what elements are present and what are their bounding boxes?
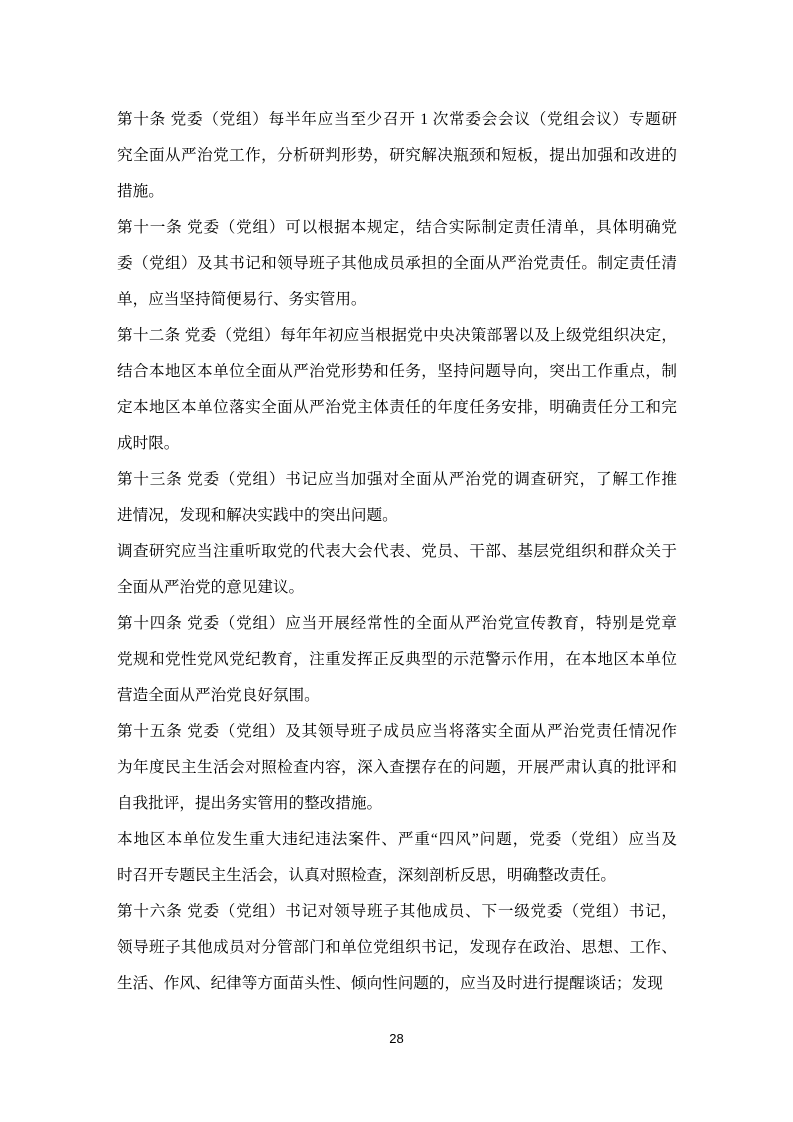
page-number: 28 <box>389 1031 404 1046</box>
article-10 <box>117 102 677 210</box>
text-line: 第十条 党委（党组）每半年应当至少召开 1 次常委会会议（党组会议）专题研 <box>117 111 677 128</box>
text-line: 进情况，发现和解决实践中的突出问题。 <box>117 507 398 524</box>
text-line: 领导班子其他成员对分管部门和单位党组织书记，发现存在政治、思想、工作、 <box>117 939 677 956</box>
text-line: 定本地区本单位落实全面从严治党主体责任的年度任务安排，明确责任分工和完 <box>117 399 677 416</box>
article-14 <box>117 606 677 714</box>
text-line: 第十六条 党委（党组）书记对领导班子其他成员、下一级党委（党组）书记， <box>117 903 677 920</box>
text-line: 第十一条 党委（党组）可以根据本规定，结合实际制定责任清单，具体明确党 <box>117 219 677 236</box>
text-line: 调查研究应当注重听取党的代表大会代表、党员、干部、基层党组织和群众关于 <box>117 543 677 560</box>
article-11 <box>117 210 677 318</box>
text-line: 第十三条 党委（党组）书记应当加强对全面从严治党的调查研究，了解工作推 <box>117 471 677 488</box>
text-line: 究全面从严治党工作，分析研判形势，研究解决瓶颈和短板，提出加强和改进的 <box>117 147 677 164</box>
text-line: 全面从严治党的意见建议。 <box>117 579 305 596</box>
text-line: 时召开专题民主生活会，认真对照检查，深刻剖析反思，明确整改责任。 <box>117 867 617 884</box>
text-line: 措施。 <box>117 183 164 200</box>
text-line: 单，应当坚持简便易行、务实管用。 <box>117 291 367 308</box>
text-line: 生活、作风、纪律等方面苗头性、倾向性问题的，应当及时进行提醒谈话；发现 <box>117 975 663 992</box>
article-13-para-2 <box>117 534 677 606</box>
text-line: 为年度民主生活会对照检查内容，深入查摆存在的问题，开展严肃认真的批评和 <box>117 759 677 776</box>
text-line: 本地区本单位发生重大违纪违法案件、严重“四风”问题，党委（党组）应当及 <box>117 831 677 848</box>
article-12 <box>117 318 677 462</box>
article-15-para-2 <box>117 822 677 894</box>
article-15 <box>117 714 677 822</box>
text-line: 党规和党性党风党纪教育，注重发挥正反典型的示范警示作用，在本地区本单位 <box>117 651 677 668</box>
text-line: 营造全面从严治党良好氛围。 <box>117 687 320 704</box>
text-body <box>117 102 677 1002</box>
text-line: 第十四条 党委（党组）应当开展经常性的全面从严治党宣传教育，特别是党章 <box>117 615 677 632</box>
article-16 <box>117 894 677 1002</box>
text-line: 第十五条 党委（党组）及其领导班子成员应当将落实全面从严治党责任情况作 <box>117 723 677 740</box>
text-line: 成时限。 <box>117 435 180 452</box>
text-line: 第十二条 党委（党组）每年年初应当根据党中央决策部署以及上级党组织决定， <box>117 327 677 344</box>
article-13 <box>117 462 677 534</box>
text-line: 结合本地区本单位全面从严治党形势和任务，坚持问题导向，突出工作重点，制 <box>117 363 677 380</box>
text-line: 自我批评，提出务实管用的整改措施。 <box>117 795 383 812</box>
text-line: 委（党组）及其书记和领导班子其他成员承担的全面从严治党责任。制定责任清 <box>117 255 677 272</box>
